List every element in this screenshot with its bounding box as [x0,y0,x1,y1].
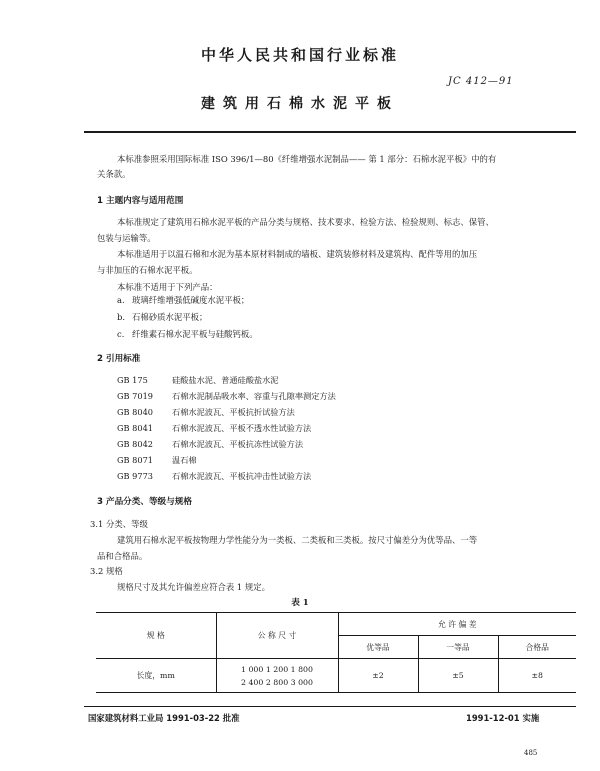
list-item-c-text: 纤维素石棉水泥平板与硅酸钙板。 [132,329,258,339]
section-1-p1-line-1: 本标准规定了建筑用石棉水泥平板的产品分类与规格、技术要求、检验方法、检验规则、标志、保管、 [117,217,494,227]
ref-title: 石棉水泥波瓦、平板不透水性试验方法 [172,423,312,433]
standard-code: JC 412—91 [448,76,514,87]
table-header-nominal-size: 公 称 尺 寸 [216,613,338,659]
table-1-title: 表 1 [291,598,309,608]
header-divider [84,131,576,133]
section-3-1-line-1: 建筑用石棉水泥平板按物理力学性能分为一类板、二类板和三类板。按尺寸偏差分为优等品、一等 [117,535,478,545]
ref-code: GB 8041 [117,423,153,433]
ref-code: GB 8042 [117,439,153,449]
section-1-heading: 1 主题内容与适用范围 [97,196,184,206]
section-2-heading: 2 引用标准 [97,354,141,364]
list-item-b-marker: b. [117,312,126,322]
section-3-1-line-2: 品和合格品。 [97,551,148,561]
table-cell-tolerance-first: ±5 [418,659,498,693]
ref-title: 硅酸盐水泥、普通硅酸盐水泥 [172,375,279,385]
intro-line-2: 关条款。 [97,169,131,179]
table-1 [96,612,576,693]
section-3-2-heading: 3.2 规格 [90,566,123,576]
table-header-tolerance: 允 许 偏 差 [338,613,576,636]
main-title: 中华人民共和国行业标准 [200,46,399,64]
table-header-grade-first: 一等品 [418,636,498,659]
footer-divider [84,706,576,707]
ref-title: 石棉水泥波瓦、平板抗冻性试验方法 [172,439,304,449]
section-1-p2-line-1: 本标准适用于以温石棉和水泥为基本原材料制成的墙板、建筑装修材料及建筑构、配件等用的加压 [117,249,478,259]
ref-title: 石棉水泥制品吸水率、容重与孔隙率测定方法 [172,391,336,401]
document-title: 建筑用石棉水泥平板 [201,96,399,112]
implementation-date: 1991-12-01 实施 [466,713,540,723]
table-header-grade-superior: 优等品 [338,636,418,659]
ref-code: GB 175 [117,375,148,385]
ref-title: 温石棉 [172,455,197,465]
nominal-sizes-line-1: 1 000 1 200 1 800 [241,664,313,674]
page-number: 485 [524,749,538,757]
list-item-a-text: 玻璃纤维增强低碱度水泥平板； [132,295,250,305]
nominal-sizes-line-2: 2 400 2 800 3 000 [241,677,313,687]
approval-issuer: 国家建筑材料工业局 1991-03-22 批准 [88,713,240,723]
list-item-a-marker: a. [117,295,125,305]
intro-line-1: 本标准参照采用国际标准 ISO 396/1—80《纤维增强水泥制品—— 第 1 部分：石棉水泥平板》中的有 [117,154,497,164]
ref-code: GB 9773 [117,471,153,481]
table-row-label: 长度，mm [96,659,216,693]
ref-code: GB 7019 [117,391,153,401]
section-3-2-text: 规格尺寸及其允许偏差应符合表 1 规定。 [117,582,271,592]
section-1-p1-line-2: 包装与运输等。 [97,233,156,243]
section-3-heading: 3 产品分类、等级与规格 [97,497,192,507]
section-1-p2-line-2: 与非加压的石棉水泥平板。 [97,265,198,275]
section-3-1-heading: 3.1 分类、等级 [90,519,148,529]
list-item-c-marker: c. [117,329,125,339]
ref-code: GB 8071 [117,455,153,465]
table-header-spec: 规 格 [96,613,216,659]
ref-title: 石棉水泥波瓦、平板抗折试验方法 [172,407,295,417]
table-cell-nominal [216,659,338,693]
table-header-grade-qualified: 合格品 [498,636,576,659]
section-1-p3: 本标准不适用于下列产品： [117,282,218,292]
list-item-b-text: 石棉砂质水泥平板； [132,312,208,322]
ref-code: GB 8040 [117,407,153,417]
table-cell-tolerance-qualified: ±8 [498,659,576,693]
table-cell-tolerance-superior: ±2 [338,659,418,693]
ref-title: 石棉水泥波瓦、平板抗冲击性试验方法 [172,471,312,481]
